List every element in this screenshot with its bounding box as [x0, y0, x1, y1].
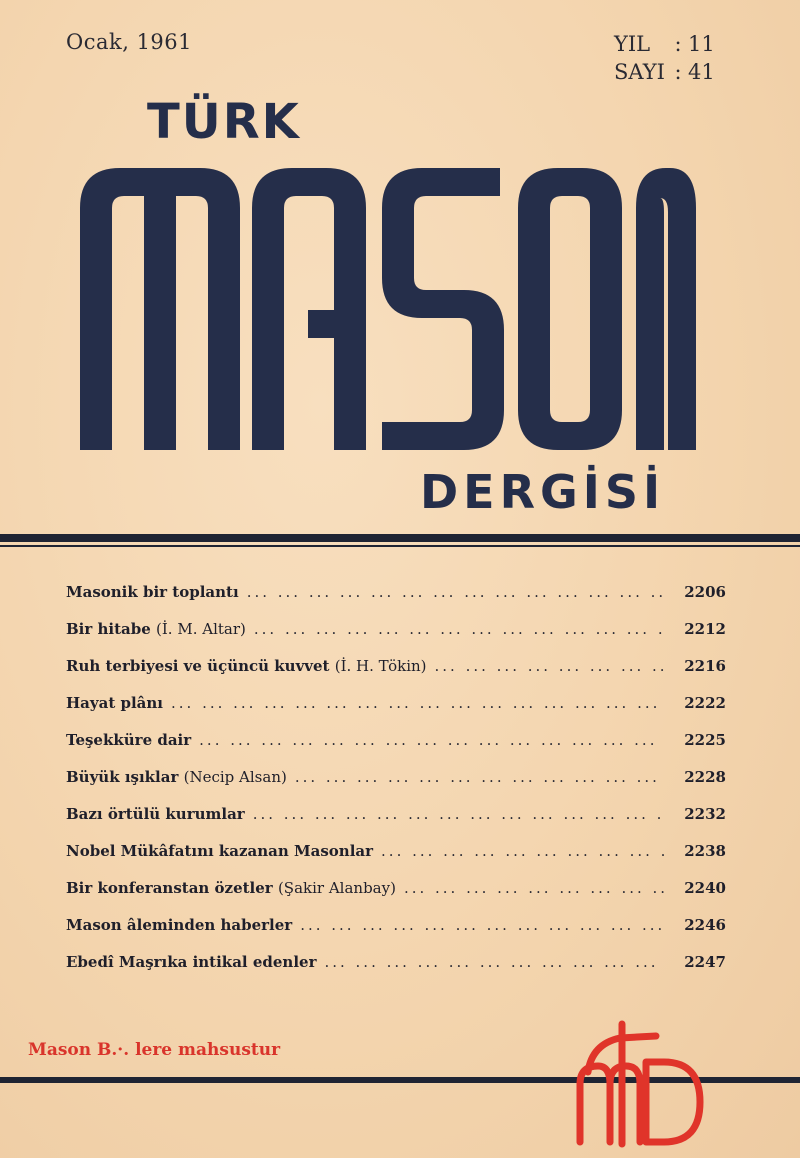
toc-item-page: 2212: [684, 620, 726, 638]
toc-leader: [404, 879, 664, 897]
masthead-top: TÜRK: [147, 94, 301, 150]
toc-leader: [324, 953, 664, 971]
toc-item-title: Bazı örtülü kurumlar: [66, 805, 245, 823]
toc-item-page: 2225: [684, 731, 726, 749]
masthead-main-logo: [70, 168, 700, 458]
toc-leader: [171, 694, 664, 712]
toc-item: [66, 620, 726, 657]
toc-item: [66, 768, 726, 805]
toc-item-title: Bir konferanstan özetler: [66, 879, 273, 897]
volume-info: [614, 30, 728, 86]
toc-item-title: Ebedî Maşrıka intikal edenler: [66, 953, 317, 971]
toc-leader: [199, 731, 664, 749]
toc-item: [66, 694, 726, 731]
toc-item-title: Nobel Mükâfatını kazanan Masonlar: [66, 842, 374, 860]
toc-item: [66, 842, 726, 879]
toc-leader: [247, 583, 664, 601]
toc-item-title: Ruh terbiyesi ve üçüncü kuvvet: [66, 657, 330, 675]
toc-item: [66, 731, 726, 768]
toc-item-page: 2206: [684, 583, 726, 601]
year-separator: :: [674, 32, 682, 56]
toc-item-author: (İ. H. Tökin): [334, 657, 427, 675]
toc-item-page: 2222: [684, 694, 726, 712]
toc-leader: [295, 768, 664, 786]
toc-item: [66, 583, 726, 620]
year-label: YIL: [614, 32, 651, 56]
issue-separator: :: [674, 60, 682, 84]
toc-item-title: Mason âleminden haberler: [66, 916, 293, 934]
toc-item-title: Bir hitabe: [66, 620, 151, 638]
toc-item-page: 2238: [684, 842, 726, 860]
toc-item-page: 2228: [684, 768, 726, 786]
toc-item: [66, 657, 726, 694]
toc-item-title: Hayat plânı: [66, 694, 163, 712]
issue-value: 41: [688, 60, 715, 84]
toc-item-author: (Necip Alsan): [183, 768, 287, 786]
issue-label: SAYI: [614, 60, 665, 84]
toc-item-page: 2247: [684, 953, 726, 971]
tmd-monogram-logo: [560, 1014, 720, 1154]
toc-item-page: 2216: [684, 657, 726, 675]
toc-item-page: 2246: [684, 916, 726, 934]
toc-item-page: 2232: [684, 805, 726, 823]
toc-item-title: Teşekküre dair: [66, 731, 192, 749]
toc-leader: [253, 805, 664, 823]
issue-date: Ocak, 1961: [66, 30, 193, 54]
toc-item-title: Masonik bir toplantı: [66, 583, 239, 601]
toc-item-author: (Şakir Alanbay): [277, 879, 396, 897]
toc-leader: [254, 620, 664, 638]
issue-row: [614, 58, 728, 86]
toc-item-page: 2240: [684, 879, 726, 897]
toc-item: [66, 805, 726, 842]
top-divider: [0, 534, 800, 542]
table-of-contents: [66, 583, 726, 990]
toc-leader: [435, 657, 664, 675]
toc-item-title: Büyük ışıklar: [66, 768, 179, 786]
masthead-bottom: DERGİSİ: [420, 465, 666, 519]
top-divider-thin: [0, 545, 800, 547]
year-row: [614, 30, 728, 58]
toc-leader: [300, 916, 664, 934]
toc-item: [66, 879, 726, 916]
restriction-notice: Mason B.·. lere mahsustur: [28, 1040, 281, 1060]
toc-leader: [381, 842, 664, 860]
toc-item: [66, 916, 726, 953]
toc-item-author: (İ. M. Altar): [156, 620, 246, 638]
toc-item: [66, 953, 726, 990]
year-value: 11: [688, 32, 715, 56]
